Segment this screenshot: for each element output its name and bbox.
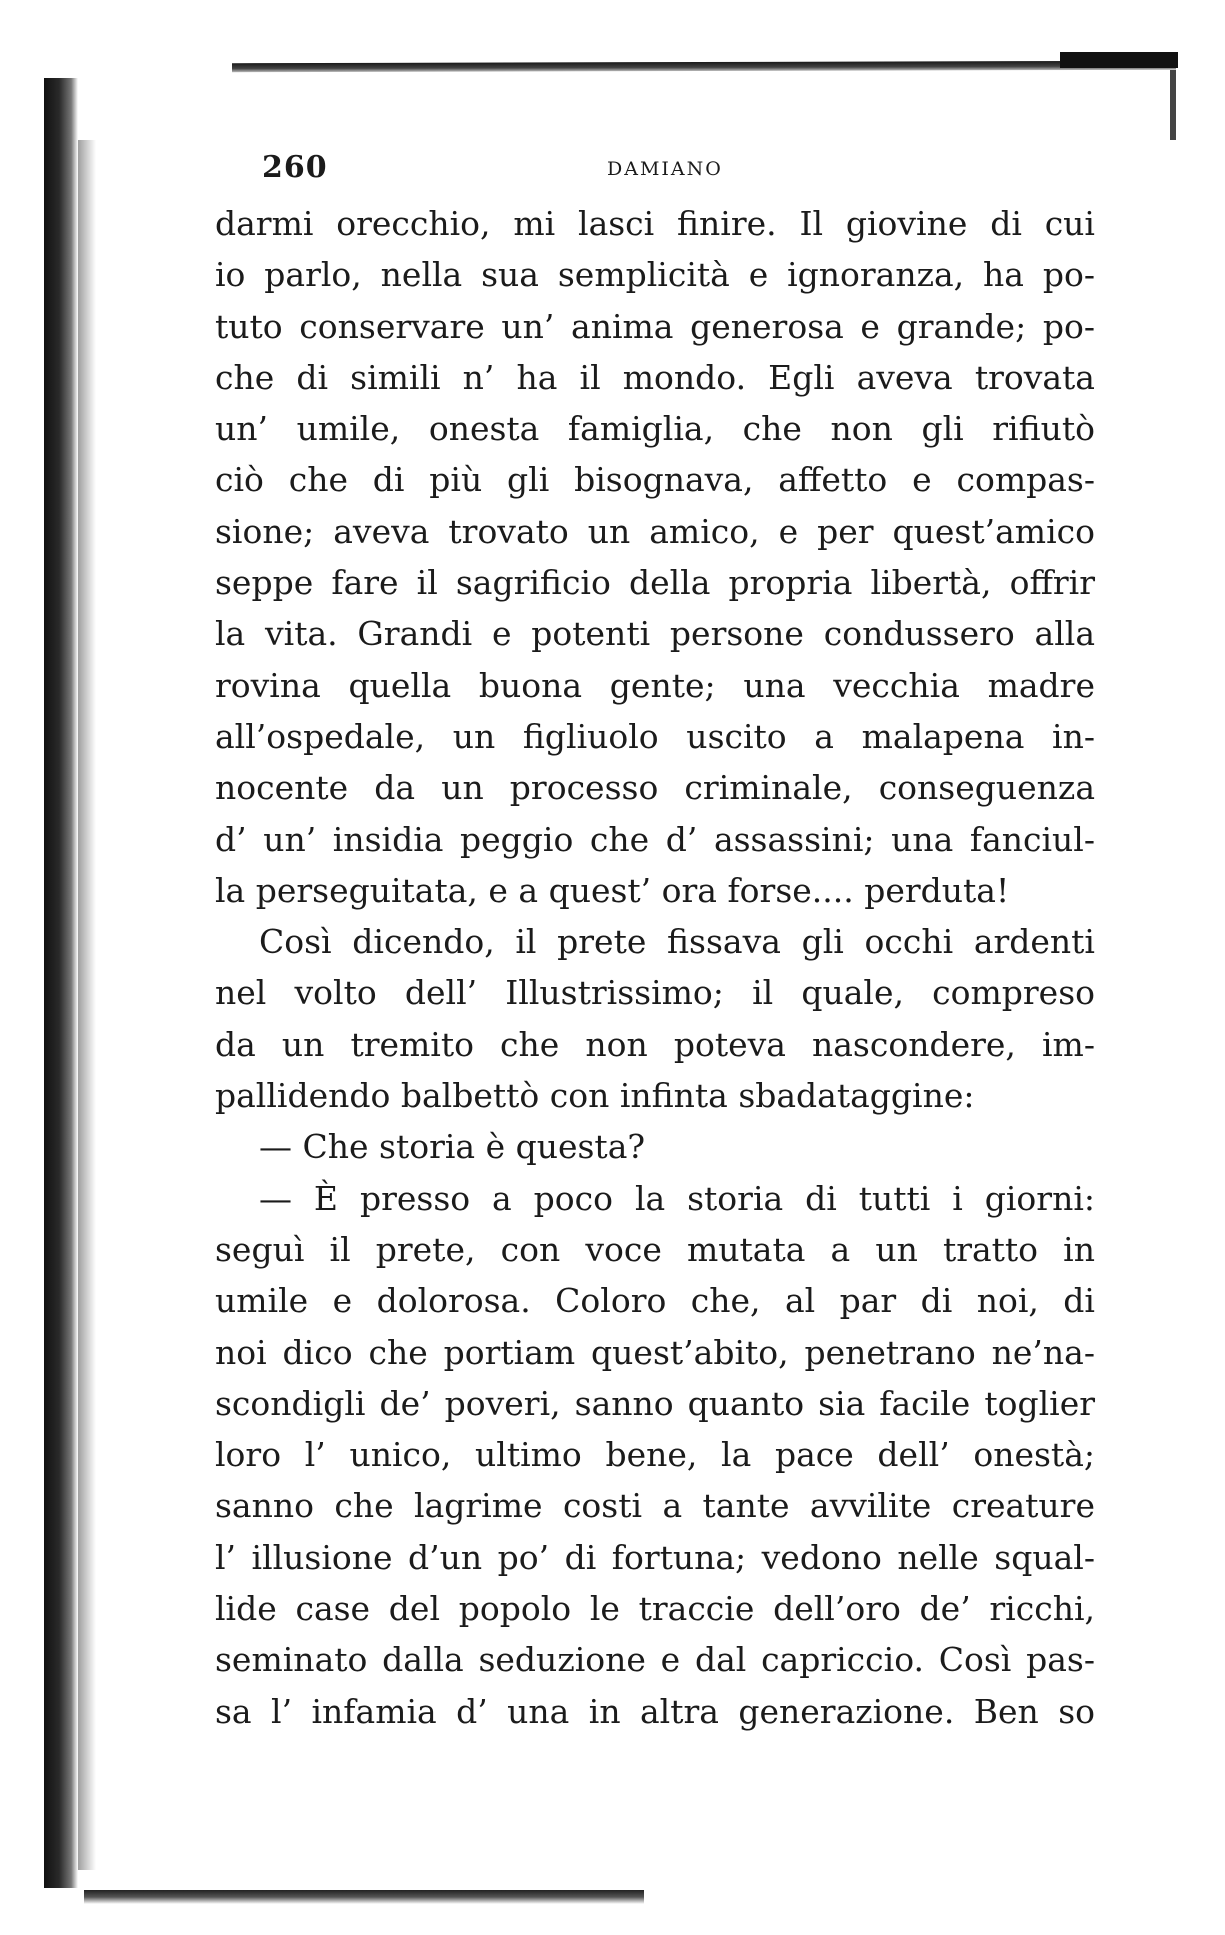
text-line: tuto conservare un’ anima generosa e grande; po-: [215, 306, 1095, 346]
text-line: da un tremito che non poteva nascondere, im-: [215, 1024, 1095, 1064]
text-line: la vita. Grandi e potenti persone condussero alla: [215, 614, 1095, 654]
text-line: rovina quella buona gente; una vecchia madre: [215, 665, 1095, 705]
page-top-edge-dark: [1060, 52, 1178, 68]
text-line: d’ un’ insidia peggio che d’ assassini; una fanciul-: [215, 819, 1095, 859]
text-line: ciò che di più gli bisognava, affetto e compas-: [215, 460, 1095, 500]
running-title: DAMIANO: [607, 158, 723, 180]
text-line: all’ospedale, un figliuolo uscito a malapena in-: [215, 716, 1095, 756]
text-line: nel volto dell’ Illustrissimo; il quale, compreso: [215, 973, 1095, 1013]
text-line: nocente da un processo criminale, conseguenza: [215, 768, 1095, 808]
text-line: un’ umile, onesta famiglia, che non gli rifiutò: [215, 409, 1095, 449]
dialogue-line: — Che storia è questa?: [259, 1127, 646, 1167]
text-line: umile e dolorosa. Coloro che, al par di noi, di: [215, 1281, 1095, 1321]
text-line: l’ illusione d’un po’ di fortuna; vedono nelle squal-: [215, 1537, 1095, 1577]
text-line: seguì il prete, con voce mutata a un tratto in: [215, 1229, 1095, 1269]
running-head: [262, 150, 1122, 190]
text-line: sione; aveva trovato un amico, e per quest’amico: [215, 511, 1095, 551]
text-line: darmi orecchio, mi lasci finire. Il giovine di cui: [215, 204, 1095, 243]
text-line: che di simili n’ ha il mondo. Egli aveva trovata: [215, 357, 1095, 397]
page-top-edge: [232, 61, 1176, 72]
page-number: 260: [262, 150, 328, 185]
text-line: seppe fare il sagrificio della propria libertà, offrir: [215, 563, 1095, 603]
text-line: lide case del popolo le traccie dell’oro de’ ricchi,: [215, 1589, 1095, 1629]
body-text: [215, 198, 1095, 1737]
text-line: pallidendo balbettò con infinta sbadataggine:: [215, 1076, 975, 1116]
page-right-edge: [1170, 70, 1176, 140]
text-line: la perseguitata, e a quest’ ora forse.... perduta!: [215, 870, 1010, 910]
text-line: loro l’ unico, ultimo bene, la pace dell’ onestà;: [215, 1435, 1095, 1475]
text-line: sanno che lagrime costi a tante avvilite creature: [215, 1486, 1095, 1526]
page-binding-shadow: [78, 140, 96, 1870]
text-line: seminato dalla seduzione e dal capriccio. Così pas-: [215, 1640, 1095, 1680]
text-line: sa l’ infamia d’ una in altra generazione. Ben so: [215, 1691, 1095, 1731]
text-line: io parlo, nella sua semplicità e ignoranza, ha po-: [215, 255, 1095, 295]
text-line: noi dico che portiam quest’abito, penetrano ne’na-: [215, 1332, 1095, 1372]
page-bottom-edge: [84, 1890, 644, 1904]
page-binding-edge: [44, 78, 78, 1888]
paragraph-first-line: Così dicendo, il prete fissava gli occhi ardenti: [259, 922, 1095, 962]
dialogue-line: — È presso a poco la storia di tutti i giorni:: [259, 1178, 1095, 1218]
text-line: scondigli de’ poveri, sanno quanto sia facile toglier: [215, 1383, 1095, 1423]
